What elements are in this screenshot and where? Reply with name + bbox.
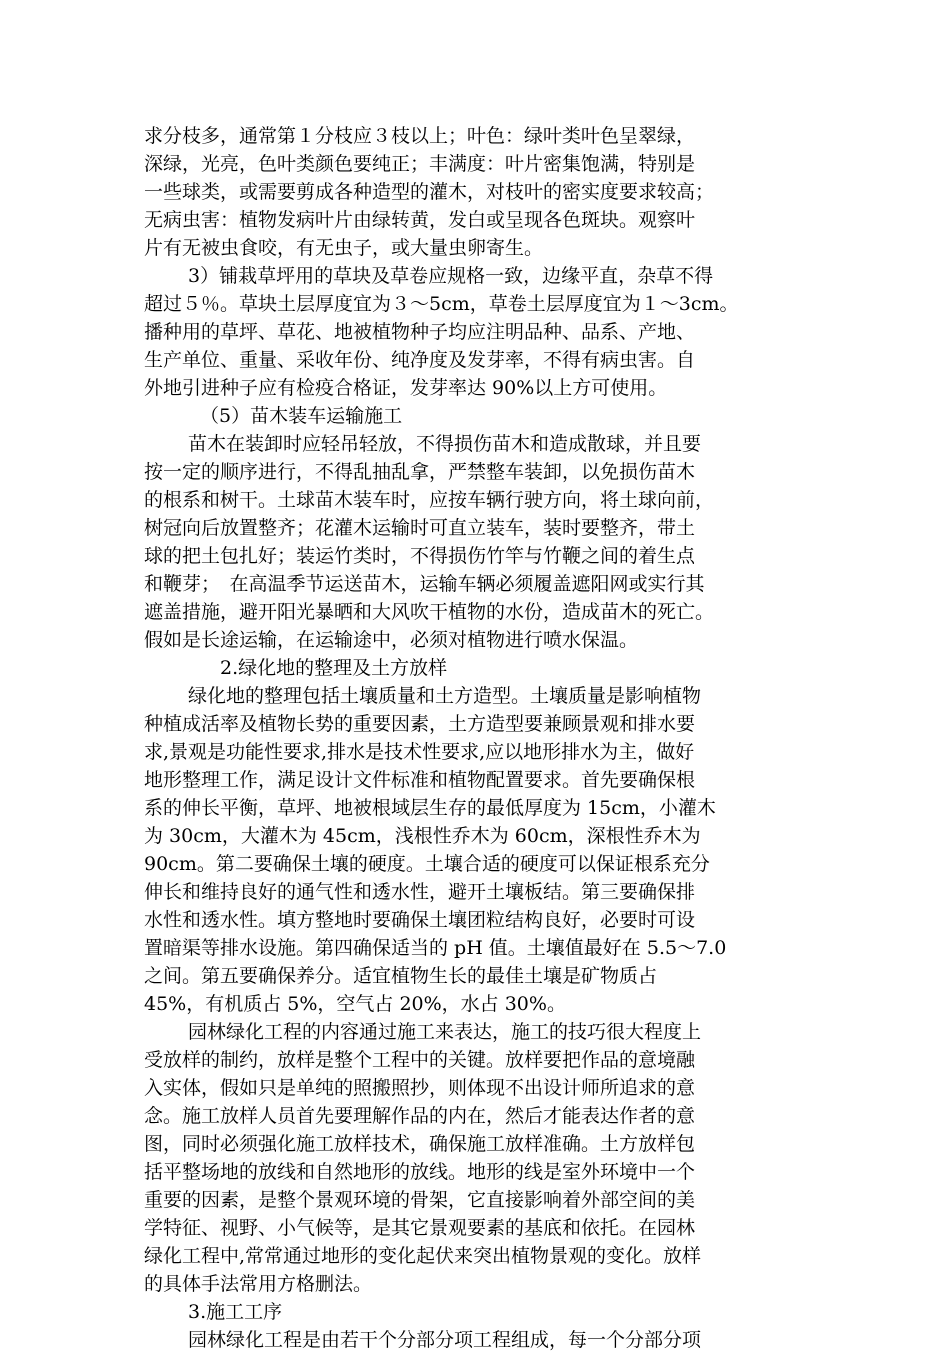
text-line: 片有无被虫食咬，有无虫子，或大量虫卵寄生。 bbox=[144, 237, 544, 259]
section-heading: 3.施工工序 bbox=[188, 1301, 283, 1323]
paragraph-start-line: 3）铺栽草坪用的草块及草卷应规格一致，边缘平直，杂草不得 bbox=[188, 265, 714, 287]
text-line: 之间。第五要确保养分。适宜植物生长的最佳土壤是矿物质占 bbox=[144, 965, 658, 987]
text-line: 超过５％。草块土层厚度宜为３～5cm，草卷土层厚度宜为１～3cm。 bbox=[144, 293, 739, 315]
text-line: 地形整理工作，满足设计文件标准和植物配置要求。首先要确保根 bbox=[144, 769, 696, 791]
text-line: 假如是长途运输，在运输途中，必须对植物进行喷水保温。 bbox=[144, 629, 639, 651]
document-body bbox=[144, 122, 804, 1354]
text-line: 90cm。第二要确保土壤的硬度。土壤合适的硬度可以保证根系充分 bbox=[144, 853, 710, 875]
text-line: 45%，有机质占 5%，空气占 20%，水占 30%。 bbox=[144, 993, 566, 1015]
text-line: 生产单位、重量、采收年份、纯净度及发芽率，不得有病虫害。自 bbox=[144, 349, 696, 371]
text-line: 系的伸长平衡，草坪、地被根域层生存的最低厚度为 15cm，小灌木 bbox=[144, 797, 716, 819]
paragraph-start-line: 园林绿化工程是由若干个分部分项工程组成，每一个分部分项 bbox=[188, 1329, 702, 1351]
text-line: 受放样的制约，放样是整个工程中的关键。放样要把作品的意境融 bbox=[144, 1049, 696, 1071]
text-line: 一些球类，或需要剪成各种造型的灌木，对枝叶的密实度要求较高； bbox=[144, 181, 715, 203]
text-line: 伸长和维持良好的通气性和透水性，避开土壤板结。第三要确保排 bbox=[144, 881, 696, 903]
text-line: 括平整场地的放线和自然地形的放线。地形的线是室外环境中一个 bbox=[144, 1161, 696, 1183]
text-line: 求分枝多，通常第１分枝应３枝以上；叶色：绿叶类叶色呈翠绿， bbox=[144, 125, 696, 147]
text-line: 按一定的顺序进行，不得乱抽乱拿，严禁整车装卸，以免损伤苗木 bbox=[144, 461, 696, 483]
text-line: 求,景观是功能性要求,排水是技术性要求,应以地形排水为主，做好 bbox=[144, 741, 695, 763]
section-heading: （5）苗木装车运输施工 bbox=[200, 405, 403, 427]
text-line: 图，同时必须强化施工放样技术，确保施工放样准确。土方放样包 bbox=[144, 1133, 696, 1155]
text-line: 置暗渠等排水设施。第四确保适当的 pH 值。土壤值最好在 5.5～7.0 bbox=[144, 937, 727, 959]
text-line: 绿化工程中,常常通过地形的变化起伏来突出植物景观的变化。放样 bbox=[144, 1245, 702, 1267]
text-line: 播种用的草坪、草花、地被植物种子均应注明品种、品系、产地、 bbox=[144, 321, 696, 343]
paragraph-start-line: 绿化地的整理包括土壤质量和土方造型。土壤质量是影响植物 bbox=[188, 685, 702, 707]
text-line: 球的把土包扎好；装运竹类时，不得损伤竹竿与竹鞭之间的着生点 bbox=[144, 545, 696, 567]
text-line: 种植成活率及植物长势的重要因素，土方造型要兼顾景观和排水要 bbox=[144, 713, 696, 735]
text-line: 的根系和树干。土球苗木装车时，应按车辆行驶方向，将土球向前， bbox=[144, 489, 715, 511]
section-heading: 2.绿化地的整理及土方放样 bbox=[220, 657, 448, 679]
text-line: 入实体，假如只是单纯的照搬照抄，则体现不出设计师所追求的意 bbox=[144, 1077, 696, 1099]
text-line: 和鞭芽； 在高温季节运送苗木，运输车辆必须履盖遮阳网或实行其 bbox=[144, 573, 705, 595]
paragraph-start-line: 园林绿化工程的内容通过施工来表达，施工的技巧很大程度上 bbox=[188, 1021, 702, 1043]
text-line: 的具体手法常用方格删法。 bbox=[144, 1273, 373, 1295]
text-line: 无病虫害：植物发病叶片由绿转黄，发白或呈现各色斑块。观察叶 bbox=[144, 209, 696, 231]
text-line: 学特征、视野、小气候等，是其它景观要素的基底和依托。在园林 bbox=[144, 1217, 696, 1239]
text-line: 为 30cm，大灌木为 45cm，浅根性乔木为 60cm，深根性乔木为 bbox=[144, 825, 701, 847]
text-line: 遮盖措施，避开阳光暴晒和大风吹干植物的水份，造成苗木的死亡。 bbox=[144, 601, 715, 623]
text-line: 外地引进种子应有检疫合格证，发芽率达 90%以上方可使用。 bbox=[144, 377, 668, 399]
text-line: 重要的因素，是整个景观环境的骨架，它直接影响着外部空间的美 bbox=[144, 1189, 696, 1211]
text-line: 树冠向后放置整齐；花灌木运输时可直立装车，装时要整齐，带土 bbox=[144, 517, 696, 539]
text-line: 水性和透水性。填方整地时要确保土壤团粒结构良好，必要时可设 bbox=[144, 909, 696, 931]
text-line: 念。施工放样人员首先要理解作品的内在，然后才能表达作者的意 bbox=[144, 1105, 696, 1127]
paragraph-start-line: 苗木在装卸时应轻吊轻放，不得损伤苗木和造成散球，并且要 bbox=[188, 433, 702, 455]
text-line: 深绿，光亮，色叶类颜色要纯正；丰满度：叶片密集饱满，特别是 bbox=[144, 153, 696, 175]
